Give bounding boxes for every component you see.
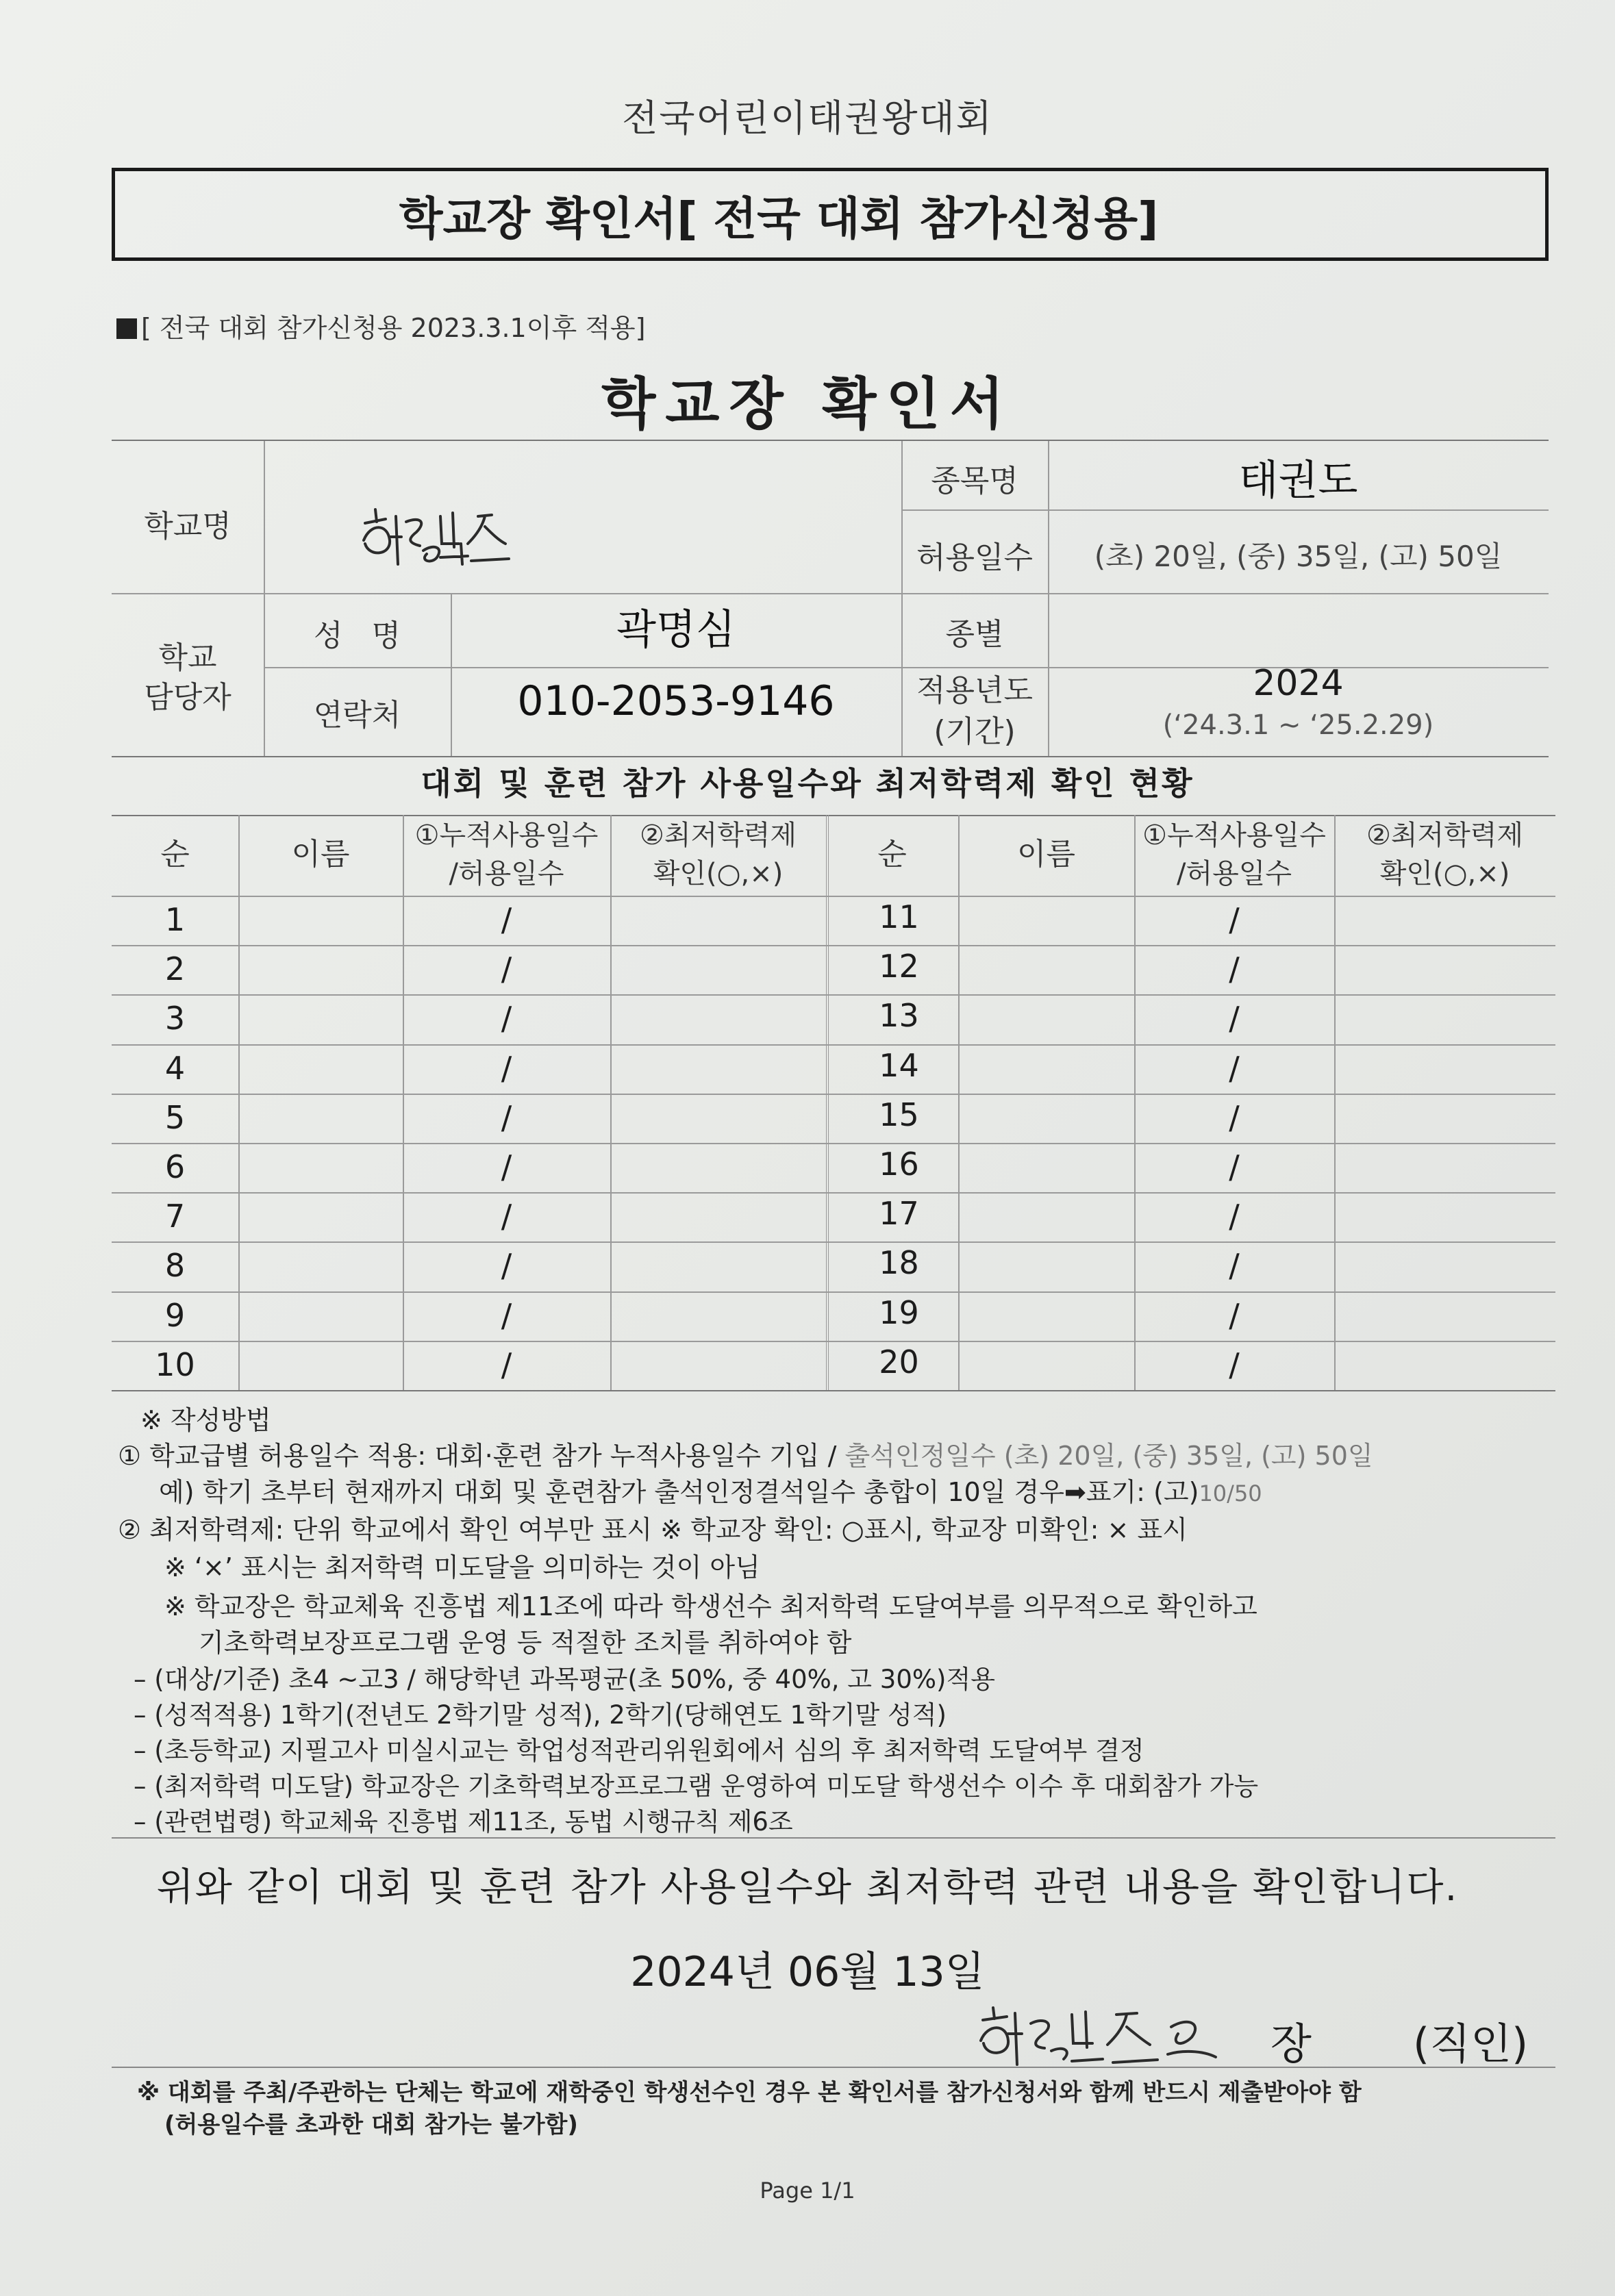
year-value: 2024	[1253, 663, 1344, 704]
row-slash: /	[1229, 1098, 1240, 1136]
row-number: 17	[879, 1195, 919, 1233]
manager-label-2: 담당자	[144, 680, 231, 715]
grid-header-check-right: ②최저학력제	[1366, 820, 1524, 851]
contact-value: 010-2053-9146	[517, 677, 835, 725]
row-slash: /	[501, 1098, 512, 1136]
row-slash: /	[1229, 1296, 1240, 1334]
method-line-1: ① 학교급별 허용일수 적용: 대회·훈련 참가 누적사용일수 기입 / 출석인정일수 (초) 20일, (중) 35일, (고) 50일	[118, 1441, 1373, 1471]
row-number: 3	[164, 1000, 186, 1037]
square-bullet-icon	[116, 318, 137, 339]
grid-header-check2-left: 확인(○,×)	[653, 858, 784, 890]
manager-label-1: 학교	[158, 640, 217, 675]
row-slash: /	[501, 1049, 512, 1087]
row-number: 12	[879, 948, 919, 985]
grid-header-days2-right: /허용일수	[1176, 858, 1292, 890]
method-line-7: – (대상/기준) 초4 ~고3 / 해당학년 과목평균(초 50%, 중 40%, 고 30%)적용	[134, 1665, 995, 1694]
row-number: 14	[879, 1046, 919, 1084]
grid-col-line	[610, 815, 612, 1390]
grid-row-line	[112, 1390, 1555, 1391]
allowed-days-label: 허용일수	[916, 540, 1033, 575]
row-slash: /	[1229, 1247, 1240, 1285]
row-number: 9	[164, 1296, 186, 1334]
year-label-2: (기간)	[934, 714, 1016, 749]
grid-row-line	[112, 1241, 1555, 1243]
header-box-title: 학교장 확인서[ 전국 대회 참가신청용]	[399, 192, 1159, 245]
grid-row-line	[112, 1291, 1555, 1293]
method-title: ※ 작성방법	[140, 1405, 271, 1435]
row-number: 16	[879, 1146, 919, 1183]
sport-value: 태권도	[1238, 457, 1358, 505]
signature-seal: (직인)	[1413, 2019, 1529, 2069]
grid-row-line	[112, 1143, 1555, 1144]
method-line-2: 예) 학기 초부터 현재까지 대회 및 훈련참가 출석인정결석일수 총합이 10일 경우➡표기: (고)10/50	[159, 1477, 1262, 1507]
row-slash: /	[1229, 901, 1240, 938]
grid-header-days2-left: /허용일수	[449, 858, 564, 890]
grid-head-line	[112, 896, 1555, 897]
grid-row-line	[112, 1044, 1555, 1046]
grid-header-days-right: ①누적사용일수	[1142, 820, 1326, 851]
grid-col-line	[1334, 815, 1336, 1390]
grid-header-check2-right: 확인(○,×)	[1379, 858, 1510, 890]
sport-label: 종목명	[931, 464, 1018, 499]
row-number: 13	[879, 997, 919, 1035]
row-number: 7	[164, 1198, 186, 1235]
grid-row-line	[112, 1341, 1555, 1342]
row-slash: /	[501, 1198, 512, 1235]
row-number: 19	[879, 1294, 919, 1331]
row-number: 8	[164, 1247, 186, 1285]
grid-row-line	[112, 945, 1555, 946]
header-box	[112, 168, 1549, 261]
method-line-9: – (초등학교) 지필고사 미실시교는 학업성적관리위원회에서 심의 후 최저학력 도달여부 결정	[134, 1736, 1144, 1765]
row-number: 15	[879, 1096, 919, 1133]
grid-col-line	[238, 815, 240, 1390]
notice-line	[116, 307, 645, 344]
status-grid	[112, 815, 1555, 1390]
row-slash: /	[501, 1346, 512, 1383]
row-slash: /	[501, 1148, 512, 1185]
signature-handwriting	[973, 1999, 1233, 2075]
row-number: 11	[879, 898, 919, 935]
method-line-8: – (성적적용) 1학기(전년도 2학기말 성적), 2학기(당해연도 1학기말 성적)	[134, 1700, 947, 1730]
page-number: Page 1/1	[760, 2178, 855, 2204]
name-value: 곽명심	[616, 606, 736, 654]
name-label: 성 명	[314, 618, 401, 653]
row-number: 18	[879, 1244, 919, 1282]
form-title: 학교장 확인서	[601, 372, 1014, 437]
issue-date: 2024년 06월 13일	[630, 1948, 985, 1996]
row-slash: /	[1229, 1346, 1240, 1383]
row-number: 6	[164, 1148, 186, 1185]
method-line-11: – (관련법령) 학교체육 진흥법 제11조, 동법 시행규칙 제6조	[134, 1807, 793, 1837]
method-line-5: ※ 학교장은 학교체육 진흥법 제11조에 따라 학생선수 최저학력 도달여부를 의무적으로 확인하고	[164, 1591, 1257, 1622]
grid-header-name-right: 이름	[1016, 837, 1075, 872]
conclusion-text: 위와 같이 대회 및 훈련 참가 사용일수와 최저학력 관련 내용을 확인합니다.	[156, 1865, 1459, 1910]
category-label: 종별	[945, 617, 1004, 652]
row-slash: /	[501, 901, 512, 938]
method-line-10: – (최저학력 미도달) 학교장은 기초학력보장프로그램 운영하여 미도달 학생선수 이수 후 대회참가 가능	[134, 1771, 1259, 1801]
row-slash: /	[501, 1247, 512, 1285]
row-slash: /	[1229, 1148, 1240, 1185]
row-number: 1	[164, 901, 186, 938]
event-title: 전국어린이태권왕대회	[622, 97, 993, 140]
grid-col-line	[826, 815, 829, 1390]
contact-label: 연락처	[313, 698, 401, 733]
row-slash: /	[501, 1000, 512, 1037]
grid-row-line	[112, 1094, 1555, 1095]
status-title: 대회 및 훈련 참가 사용일수와 최저학력제 확인 현황	[421, 765, 1194, 802]
row-slash: /	[1229, 1000, 1240, 1037]
arrow-right-icon: ➡	[1064, 1477, 1086, 1507]
grid-header-days-left: ①누적사용일수	[414, 820, 599, 851]
footnote-1: ※ 대회를 주최/주관하는 단체는 학교에 재학중인 학생선수인 경우 본 확인서를 참가신청서와 함께 반드시 제출받아야 함	[137, 2079, 1362, 2106]
grid-header-no-right: 순	[877, 837, 907, 872]
row-number: 2	[164, 950, 186, 988]
signature-label: 장	[1270, 2019, 1312, 2069]
school-name-handwriting	[358, 503, 523, 578]
method-line-3: ② 최저학력제: 단위 학교에서 확인 여부만 표시 ※ 학교장 확인: ○표시, 학교장 미확인: × 표시	[118, 1515, 1188, 1545]
row-number: 4	[164, 1049, 186, 1087]
grid-row-line	[112, 1192, 1555, 1194]
grid-header-name-left: 이름	[291, 837, 350, 872]
row-slash: /	[1229, 1198, 1240, 1235]
info-table	[112, 440, 1549, 757]
row-slash: /	[1229, 950, 1240, 988]
year-label-1: 적용년도	[916, 673, 1033, 708]
notice-text: [ 전국 대회 참가신청용 2023.3.1이후 적용]	[141, 313, 646, 343]
footnote-2: (허용일수를 초과한 대회 참가는 불가함)	[164, 2111, 578, 2139]
allowed-days-value: (초) 20일, (중) 35일, (고) 50일	[1094, 540, 1503, 573]
row-number: 10	[155, 1346, 195, 1383]
grid-header-check-left: ②최저학력제	[639, 820, 797, 851]
method-line-4: ※ ‘×’ 표시는 최저학력 미도달을 의미하는 것이 아님	[164, 1552, 760, 1582]
row-slash: /	[1229, 1049, 1240, 1087]
grid-row-line	[112, 994, 1555, 996]
row-number: 20	[879, 1343, 919, 1380]
row-slash: /	[501, 1296, 512, 1334]
period-value: (‘24.3.1 ~ ‘25.2.29)	[1162, 709, 1434, 741]
grid-header-no-left: 순	[160, 837, 190, 872]
row-number: 5	[164, 1098, 186, 1136]
row-slash: /	[501, 950, 512, 988]
school-label: 학교명	[144, 509, 231, 544]
method-line-6: 기초학력보장프로그램 운영 등 적절한 조치를 취하여야 함	[199, 1628, 852, 1658]
